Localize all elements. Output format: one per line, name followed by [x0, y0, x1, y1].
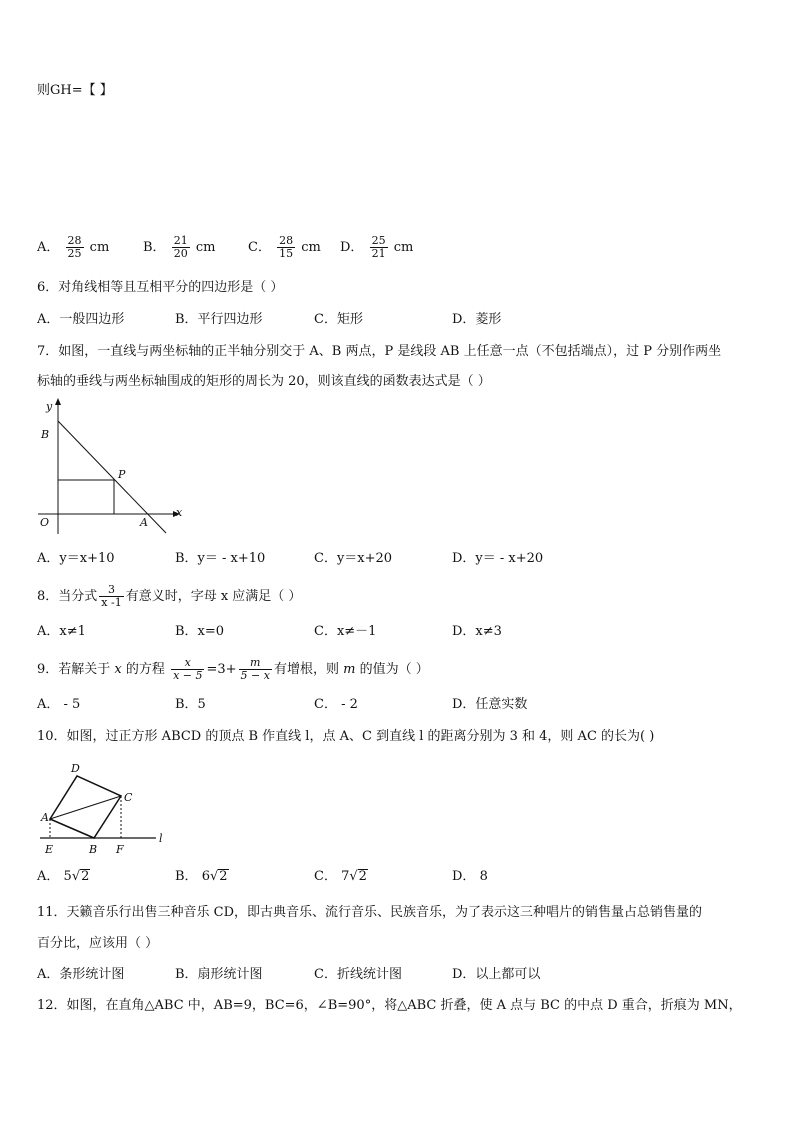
label-p: P — [118, 468, 126, 481]
q9-stem-post: 有增根，则 — [273, 662, 339, 677]
q10-option-d[interactable] — [452, 868, 488, 886]
label-o: O — [40, 516, 50, 529]
q7-option-c[interactable]: C．y＝x+20 — [314, 551, 393, 566]
q10-option-c[interactable] — [314, 868, 368, 886]
q8-option-d[interactable]: D．x≠3 — [452, 624, 502, 639]
q5-option-d[interactable] — [340, 235, 413, 260]
option-label: C． — [248, 240, 271, 255]
q5-option-a[interactable] — [37, 235, 109, 260]
q9-option-c[interactable]: C． - 2 — [314, 697, 358, 712]
q5-stem-tail: 则GH=【 】 — [37, 83, 113, 98]
radicand: 2 — [358, 869, 367, 884]
option-label: C． — [314, 869, 337, 884]
fraction: $\frac{21}{20}$ — [173, 234, 188, 260]
option-label: A． — [37, 869, 60, 884]
q6-option-d[interactable]: D．菱形 — [452, 312, 502, 327]
q11-stem-line1: 11．天籁音乐行出售三种音乐 CD，即古典音乐、流行音乐、民族音乐，为了表示这三种唱片的销售量占总销售量的 — [37, 905, 703, 920]
q9-option-b[interactable]: B．5 — [175, 697, 206, 712]
fraction: $\frac{25}{21}$ — [371, 234, 386, 260]
q9-option-d[interactable]: D．任意实数 — [452, 697, 528, 712]
coef: 8 — [479, 869, 488, 884]
option-label: D． — [340, 240, 364, 255]
q11-option-b[interactable]: B．扇形统计图 — [175, 967, 263, 982]
fraction: $\frac{28}{25}$ — [67, 234, 82, 260]
q11-option-a[interactable]: A．条形统计图 — [37, 967, 125, 982]
diagonal-ac — [50, 796, 121, 819]
sqrt-icon: √ — [349, 869, 358, 884]
q6-option-c[interactable]: C．矩形 — [314, 312, 363, 327]
label-y: y — [46, 400, 53, 413]
q10-figure — [36, 760, 176, 858]
option-label: D． — [452, 869, 476, 884]
q11-option-d[interactable]: D．以上都可以 — [452, 967, 541, 982]
coef: 5 — [63, 869, 72, 884]
q11-stem-line2: 百分比，应该用（ ） — [37, 936, 159, 951]
q6-stem: 6．对角线相等且互相平分的四边形是（ ） — [37, 280, 284, 295]
label-b: B — [41, 428, 50, 441]
fraction: $\frac{28}{15}$ — [279, 234, 294, 260]
q8-option-a[interactable]: A．x≠1 — [37, 624, 86, 639]
label-c: C — [124, 791, 133, 804]
label-a: A — [140, 516, 148, 529]
fraction-2: $\frac{m}{5 - x}$ — [240, 656, 270, 682]
q9-stem-mid: 的方程 — [125, 662, 165, 677]
var-m: m — [343, 662, 356, 677]
unit: cm — [89, 240, 110, 255]
q9-stem-end: 的值为（ ） — [359, 662, 429, 677]
q10-stem: 10．如图，过正方形 ABCD 的顶点 B 作直线 l，点 A、C 到直线 l 的距离分别为 3 和 4，则 AC 的长为( ) — [37, 729, 655, 744]
y-axis-arrow — [55, 398, 61, 405]
coef: 7 — [341, 869, 350, 884]
label-d: D — [71, 762, 80, 775]
radicand: 2 — [219, 869, 228, 884]
option-label: B． — [143, 240, 166, 255]
q8-option-c[interactable]: C．x≠－1 — [314, 624, 377, 639]
fraction: $\frac{3}{x -1}$ — [101, 583, 122, 609]
label-a: A — [41, 811, 49, 824]
label-b: B — [89, 843, 98, 856]
q9-stem — [37, 657, 429, 682]
unit: cm — [393, 240, 414, 255]
q7-stem-line2: 标轴的垂线与两坐标轴围成的矩形的周长为 20，则该直线的函数表达式是（ ） — [37, 374, 491, 389]
unit: cm — [301, 240, 321, 255]
eq-mid: =3+ — [206, 662, 237, 677]
var-x: x — [114, 662, 122, 677]
q7-option-b[interactable]: B．y＝ - x+10 — [175, 551, 266, 566]
sqrt-icon: √ — [71, 869, 81, 884]
q11-option-c[interactable]: C．折线统计图 — [314, 967, 402, 982]
coef: 6 — [201, 869, 210, 884]
q5-option-b[interactable] — [143, 235, 215, 260]
q8-stem — [37, 584, 301, 609]
unit: cm — [195, 240, 216, 255]
label-x: x — [176, 506, 183, 519]
q6-option-b[interactable]: B．平行四边形 — [175, 312, 263, 327]
q8-stem-post: 有意义时，字母 x 应满足（ ） — [125, 589, 302, 604]
line-ab — [58, 421, 166, 533]
q7-option-d[interactable]: D．y＝ - x+20 — [452, 551, 544, 566]
q7-figure — [30, 396, 195, 541]
q5-option-c[interactable] — [248, 235, 321, 260]
label-f: F — [116, 843, 124, 856]
fraction-1: $\frac{x}{x - 5}$ — [173, 656, 203, 682]
q10-option-b[interactable] — [175, 868, 229, 886]
option-label: A． — [37, 240, 60, 255]
q8-stem-pre: 8．当分式 — [37, 589, 98, 604]
option-label: B． — [175, 869, 198, 884]
q6-option-a[interactable]: A．一般四边形 — [37, 312, 125, 327]
q9-stem-pre: 9．若解关于 — [37, 662, 111, 677]
q7-stem-line1: 7．如图，一直线与两坐标轴的正半轴分别交于 A、B 两点，P 是线段 AB 上任意一点（不包括端点），过 P 分别作两坐 — [37, 344, 722, 359]
sqrt-icon: √ — [209, 869, 219, 884]
q8-option-b[interactable]: B．x=0 — [175, 624, 225, 639]
q7-option-a[interactable]: A．y＝x+10 — [37, 551, 115, 566]
radicand: 2 — [81, 869, 90, 884]
label-l: l — [159, 832, 163, 845]
label-e: E — [45, 843, 54, 856]
q9-option-a[interactable]: A． - 5 — [37, 697, 81, 712]
q12-stem: 12．如图，在直角△ABC 中，AB=9，BC=6，∠B=90°，将△ABC 折叠，使 A 点与 BC 的中点 D 重合，折痕为 MN， — [37, 998, 742, 1013]
q10-option-a[interactable] — [37, 868, 90, 886]
